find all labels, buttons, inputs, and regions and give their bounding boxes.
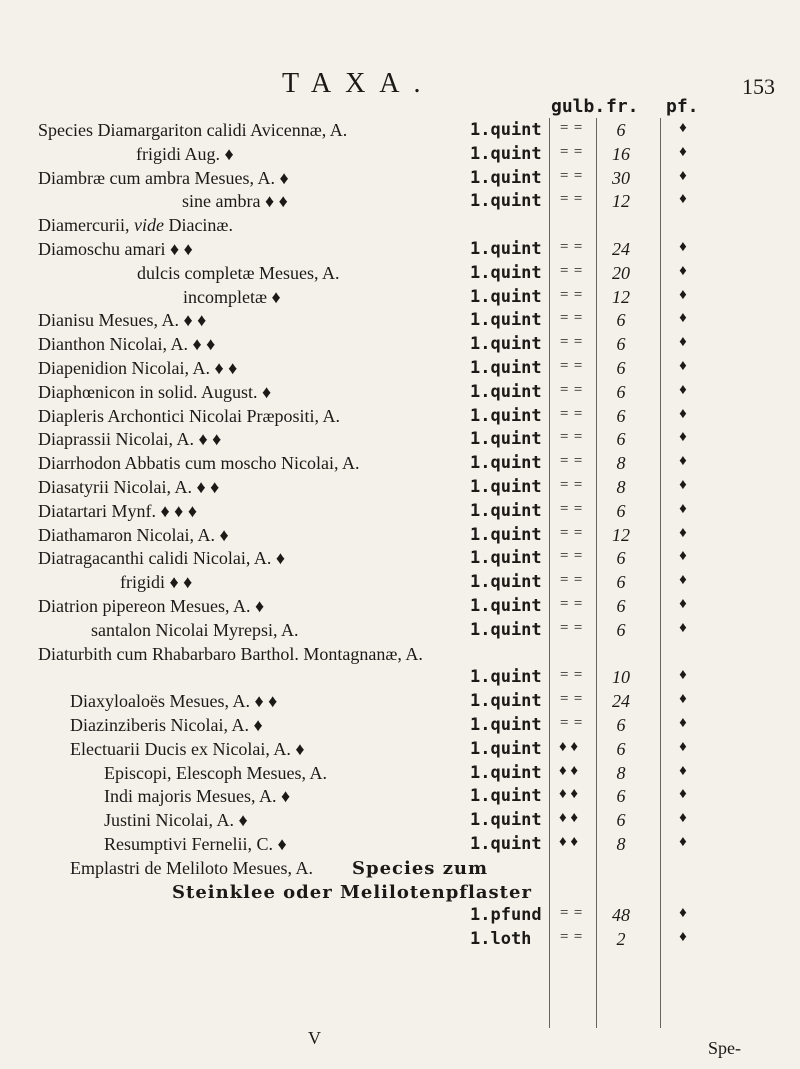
price-gulden: = = — [559, 357, 583, 374]
table-row — [0, 168, 800, 192]
quantity: 1.quint — [470, 691, 542, 712]
price-gulden: = = — [559, 143, 583, 160]
price-gulden: = = — [559, 286, 583, 303]
remedy-name: Dianthon Nicolai, A. ♦ ♦ — [38, 334, 216, 355]
column-header-pfennig: pf. — [666, 96, 699, 117]
table-row — [0, 144, 800, 168]
remedy-name: Species Diamargariton calidi Avicennæ, A. — [38, 120, 348, 140]
quantity: 1.quint — [470, 667, 542, 688]
quantity: 1.quint — [470, 786, 542, 807]
price-pfennig: ♦ — [679, 429, 687, 446]
price-kreuzer: 6 — [616, 334, 626, 355]
price-gulden: ♦ ♦ — [559, 833, 579, 850]
quantity: 1.quint — [470, 381, 542, 402]
price-gulden: = = — [559, 167, 583, 184]
remedy-name: incompletæ ♦ — [183, 286, 281, 307]
remedy-name: frigidi ♦ ♦ — [120, 572, 193, 593]
price-pfennig: ♦ — [679, 405, 687, 422]
table-row — [0, 525, 800, 549]
price-pfennig: ♦ — [679, 762, 687, 779]
table-row — [0, 786, 800, 810]
price-gulden: = = — [559, 262, 583, 279]
price-pfennig: ♦ — [679, 905, 687, 922]
price-pfennig: ♦ — [679, 262, 687, 279]
table-row — [0, 810, 800, 834]
catchword: Spe- — [708, 1038, 741, 1058]
price-gulden: = = — [559, 120, 583, 136]
remedy-name: Diatrion pipereon Mesues, A. ♦ — [38, 595, 265, 616]
quantity: 1.quint — [470, 762, 542, 783]
price-kreuzer: 24 — [612, 691, 630, 712]
price-pfennig: ♦ — [679, 500, 687, 517]
price-pfennig: ♦ — [679, 619, 687, 636]
quantity: 1.quint — [470, 714, 542, 735]
price-pfennig: ♦ — [679, 476, 687, 493]
price-pfennig: ♦ — [679, 357, 687, 374]
table-row — [0, 882, 800, 906]
price-pfennig: ♦ — [679, 381, 687, 398]
quantity: 1.quint — [470, 357, 542, 378]
price-kreuzer: 6 — [616, 595, 626, 616]
quantity: 1.quint — [470, 310, 542, 331]
price-pfennig: ♦ — [679, 334, 687, 351]
signature-mark: V — [308, 1028, 321, 1048]
table-row — [0, 453, 800, 477]
price-kreuzer: 12 — [612, 191, 630, 212]
remedy-name: Diambræ cum ambra Mesues, A. ♦ — [38, 167, 289, 188]
quantity: 1.quint — [470, 429, 542, 450]
quantity: 1.pfund — [470, 905, 542, 926]
remedy-name: frigidi Aug. ♦ — [136, 143, 234, 164]
table-row — [0, 239, 800, 263]
quantity: 1.quint — [470, 262, 542, 283]
price-gulden: = = — [559, 929, 583, 946]
price-kreuzer: 20 — [612, 262, 630, 283]
price-kreuzer: 8 — [616, 453, 626, 474]
price-table — [0, 120, 800, 953]
price-pfennig: ♦ — [679, 524, 687, 541]
quantity: 1.quint — [470, 572, 542, 593]
price-gulden: ♦ ♦ — [559, 762, 579, 779]
quantity: 1.quint — [470, 334, 542, 355]
price-gulden: = = — [559, 334, 583, 351]
price-gulden: ♦ ♦ — [559, 738, 579, 755]
quantity: 1.quint — [470, 143, 542, 164]
column-header-gulden: gulb. — [551, 96, 606, 117]
remedy-name: sine ambra ♦ ♦ — [182, 191, 288, 212]
remedy-name: dulcis completæ Mesues, A. — [137, 262, 340, 283]
price-gulden: = = — [559, 595, 583, 612]
quantity: 1.quint — [470, 476, 542, 497]
price-gulden: = = — [559, 453, 583, 470]
price-kreuzer: 6 — [616, 357, 626, 378]
price-kreuzer: 6 — [616, 738, 626, 759]
price-pfennig: ♦ — [679, 238, 687, 255]
price-pfennig: ♦ — [679, 143, 687, 160]
table-row — [0, 287, 800, 311]
price-kreuzer: 6 — [616, 810, 626, 831]
price-kreuzer: 6 — [616, 572, 626, 593]
table-row — [0, 548, 800, 572]
price-pfennig: ♦ — [679, 453, 687, 470]
table-row — [0, 715, 800, 739]
price-pfennig: ♦ — [679, 120, 687, 136]
remedy-name: Diatartari Mynf. ♦ ♦ ♦ — [38, 500, 198, 521]
price-kreuzer: 6 — [616, 429, 626, 450]
price-kreuzer: 6 — [616, 619, 626, 640]
price-gulden: = = — [559, 238, 583, 255]
table-row — [0, 763, 800, 787]
remedy-name: Justini Nicolai, A. ♦ — [104, 810, 248, 831]
table-row — [0, 739, 800, 763]
price-pfennig: ♦ — [679, 310, 687, 327]
price-kreuzer: 6 — [616, 548, 626, 569]
running-title: TAXA. — [282, 68, 435, 99]
price-pfennig: ♦ — [679, 691, 687, 708]
table-row — [0, 644, 800, 668]
remedy-name: santalon Nicolai Myrepsi, A. — [91, 619, 299, 640]
remedy-name: Electuarii Ducis ex Nicolai, A. ♦ — [70, 738, 305, 759]
remedy-name: Diapleris Archontici Nicolai Præpositi, A. — [38, 405, 340, 426]
price-kreuzer: 2 — [616, 929, 626, 950]
price-kreuzer: 12 — [612, 524, 630, 545]
quantity: 1.quint — [470, 167, 542, 188]
remedy-name: Episcopi, Elescoph Mesues, A. — [104, 762, 327, 783]
price-kreuzer: 6 — [616, 405, 626, 426]
price-gulden: = = — [559, 524, 583, 541]
table-row — [0, 263, 800, 287]
quantity: 1.loth — [470, 929, 532, 950]
price-kreuzer: 8 — [616, 762, 626, 783]
price-kreuzer: 8 — [616, 476, 626, 497]
quantity: 1.quint — [470, 810, 542, 831]
page-number: 153 — [742, 74, 775, 99]
remedy-name: Diamercurii, vide Diacinæ. — [38, 215, 233, 236]
price-pfennig: ♦ — [679, 810, 687, 827]
price-pfennig: ♦ — [679, 786, 687, 803]
price-kreuzer: 6 — [616, 381, 626, 402]
price-pfennig: ♦ — [679, 572, 687, 589]
remedy-name: Indi majoris Mesues, A. ♦ — [104, 786, 291, 807]
price-pfennig: ♦ — [679, 595, 687, 612]
table-row — [0, 215, 800, 239]
quantity: 1.quint — [470, 405, 542, 426]
remedy-name: Diazinziberis Nicolai, A. ♦ — [70, 714, 263, 735]
german-name: Steinklee oder Melilotenpflaster — [172, 881, 532, 903]
price-gulden: = = — [559, 381, 583, 398]
quantity: 1.quint — [470, 120, 542, 140]
remedy-name: Resumptivi Fernelii, C. ♦ — [104, 833, 287, 854]
price-kreuzer: 8 — [616, 833, 626, 854]
price-gulden: = = — [559, 405, 583, 422]
table-row — [0, 310, 800, 334]
remedy-name: Diapenidion Nicolai, A. ♦ ♦ — [38, 357, 238, 378]
remedy-name: Diarrhodon Abbatis cum moscho Nicolai, A. — [38, 453, 360, 474]
table-row — [0, 382, 800, 406]
remedy-name: Diathamaron Nicolai, A. ♦ — [38, 524, 229, 545]
price-gulden: = = — [559, 905, 583, 922]
table-row — [0, 501, 800, 525]
quantity: 1.quint — [470, 595, 542, 616]
remedy-name: Diaprassii Nicolai, A. ♦ ♦ — [38, 429, 222, 450]
quantity: 1.quint — [470, 833, 542, 854]
table-row — [0, 905, 800, 929]
price-gulden: = = — [559, 572, 583, 589]
table-row — [0, 596, 800, 620]
table-row — [0, 858, 800, 882]
table-row — [0, 406, 800, 430]
table-row — [0, 929, 800, 953]
price-gulden: = = — [559, 548, 583, 565]
price-pfennig: ♦ — [679, 191, 687, 208]
price-kreuzer: 6 — [616, 310, 626, 331]
quantity: 1.quint — [470, 238, 542, 259]
price-gulden: = = — [559, 500, 583, 517]
price-kreuzer: 16 — [612, 143, 630, 164]
quantity: 1.quint — [470, 738, 542, 759]
price-pfennig: ♦ — [679, 738, 687, 755]
price-kreuzer: 12 — [612, 286, 630, 307]
table-row — [0, 691, 800, 715]
price-pfennig: ♦ — [679, 286, 687, 303]
quantity: 1.quint — [470, 286, 542, 307]
table-row — [0, 334, 800, 358]
remedy-name: Diaxyloaloës Mesues, A. ♦ ♦ — [70, 691, 278, 712]
price-kreuzer: 6 — [616, 786, 626, 807]
table-row — [0, 572, 800, 596]
price-gulden: = = — [559, 310, 583, 327]
price-gulden: = = — [559, 691, 583, 708]
price-kreuzer: 6 — [616, 714, 626, 735]
remedy-name: Diaturbith cum Rhabarbaro Barthol. Montagnanæ, A. — [38, 643, 423, 664]
table-row — [0, 120, 800, 144]
price-gulden: = = — [559, 619, 583, 636]
quantity: 1.quint — [470, 500, 542, 521]
quantity: 1.quint — [470, 191, 542, 212]
quantity: 1.quint — [470, 548, 542, 569]
table-row — [0, 358, 800, 382]
remedy-name: Diasatyrii Nicolai, A. ♦ ♦ — [38, 476, 220, 497]
quantity: 1.quint — [470, 453, 542, 474]
price-gulden: = = — [559, 667, 583, 684]
quantity: 1.quint — [470, 619, 542, 640]
german-name: Species zum — [352, 857, 489, 879]
table-row — [0, 477, 800, 501]
price-kreuzer: 6 — [616, 500, 626, 521]
price-pfennig: ♦ — [679, 714, 687, 731]
price-gulden: ♦ ♦ — [559, 810, 579, 827]
price-kreuzer: 30 — [612, 167, 630, 188]
price-pfennig: ♦ — [679, 548, 687, 565]
quantity: 1.quint — [470, 524, 542, 545]
price-gulden: = = — [559, 429, 583, 446]
price-kreuzer: 6 — [616, 120, 626, 140]
table-row — [0, 667, 800, 691]
price-kreuzer: 48 — [612, 905, 630, 926]
price-gulden: ♦ ♦ — [559, 786, 579, 803]
price-gulden: = = — [559, 476, 583, 493]
price-pfennig: ♦ — [679, 929, 687, 946]
table-row — [0, 429, 800, 453]
price-gulden: = = — [559, 191, 583, 208]
remedy-name: Diaphœnicon in solid. August. ♦ — [38, 381, 272, 402]
price-pfennig: ♦ — [679, 167, 687, 184]
table-row — [0, 191, 800, 215]
remedy-name: Dianisu Mesues, A. ♦ ♦ — [38, 310, 207, 331]
price-kreuzer: 10 — [612, 667, 630, 688]
table-row — [0, 620, 800, 644]
remedy-name: Diamoschu amari ♦ ♦ — [38, 238, 193, 259]
remedy-name: Emplastri de Meliloto Mesues, A. — [70, 857, 313, 878]
price-pfennig: ♦ — [679, 667, 687, 684]
price-pfennig: ♦ — [679, 833, 687, 850]
table-row — [0, 834, 800, 858]
price-kreuzer: 24 — [612, 238, 630, 259]
remedy-name: Diatragacanthi calidi Nicolai, A. ♦ — [38, 548, 286, 569]
price-gulden: = = — [559, 714, 583, 731]
column-header-kreuzer: fr. — [606, 96, 639, 117]
